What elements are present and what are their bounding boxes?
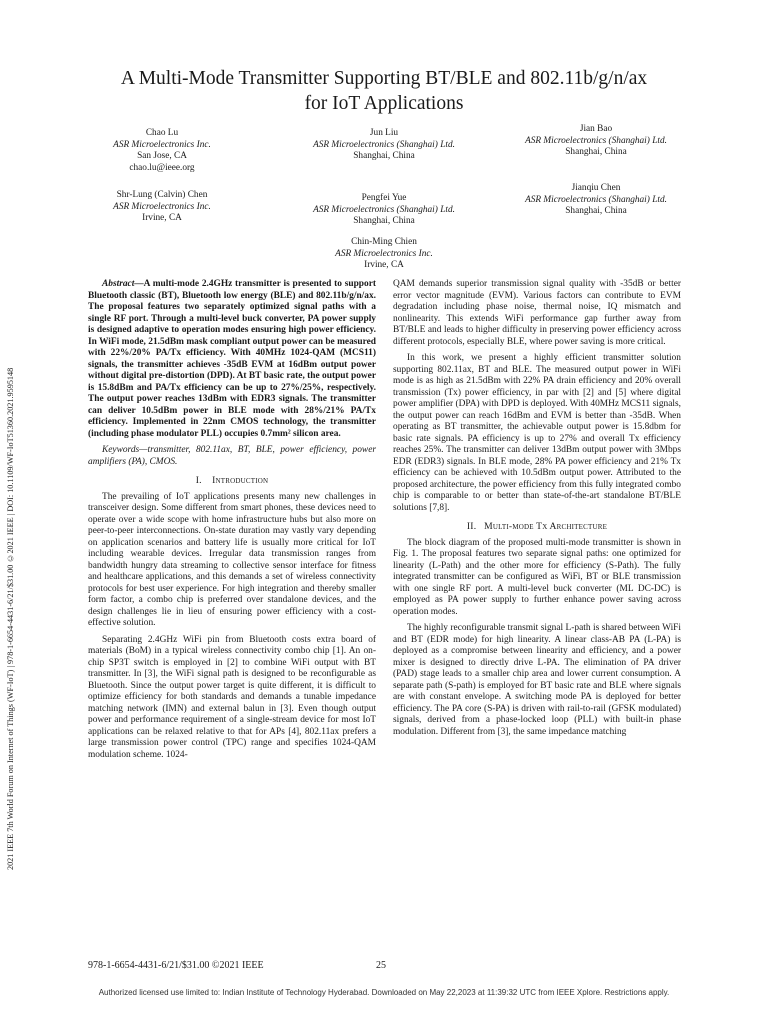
author-block [496,124,696,159]
side-citation-note: 2021 IEEE 7th World Forum on Internet of Things (WF-IoT) | 978-1-6654-4431-6/21/$31.00 ©2021 IEEE | DOI: 10.1109/WF-IoT51360.2021.9595148 [6,367,15,870]
body-paragraph: The block diagram of the proposed multi-mode transmitter is shown in Fig. 1. The proposal features two separate signal paths: one optimized for linearity (L-Path) and the other more for efficiency (S-Path). The fully integrated transmitter can be configured as WiFi, BT or BLE transmission with one single RF port. A multi-level buck converter (ML DC-DC) is employed as PA power supply to further enhance power saving across operation modes. [393,537,681,617]
author-affiliation: ASR Microelectronics (Shanghai) Ltd. [525,135,667,146]
copyright-footer: 978-1-6654-4431-6/21/$31.00 ©2021 IEEE [88,960,264,971]
author-name: Jian Bao [579,124,613,134]
body-paragraph: QAM demands superior transmission signal quality with -35dB or better error vector magnitude (EVM). Various factors can contribute to EVM degradation including phase noise, thermal noise, IQ mismatch and nonlinearity. This extends WiFi performance gap further away from BT/BLE and leads to higher difficulty in preserving power efficiency across different protocols, especially BLE, where power saving is more critical. [393,279,681,347]
author-block [62,190,262,225]
keywords [88,445,376,468]
body-paragraph: The prevailing of IoT applications presents many new challenges in transceiver design. Some different from smart phones, these devices need to operate over a wide scope with home infrastructure hubs but also more on peer-to-peer interconnections. On-state duration may vastly vary depending on application scenarios and battery life is usually more critical for IoT including wearable devices. Irregular data transmission ranges from bandwidth hungry data streaming to collective sensor interface for fitness and healthcare applications, and this demands a set of wireless connectivity protocols for best user experience. For high integration and thereby smaller form factor, a combo chip is preferred over standalone devices, and the design challenges lie in lieu of ensuring power efficiency with a cost-effective solution. [88,491,376,628]
section-title: Multi-mode Tx Architecture [484,521,608,532]
title-line-2: for IoT Applications [304,93,464,114]
author-name: Chao Lu [145,128,179,138]
section-title: Introduction [212,475,269,486]
keywords-text: —transmitter, 802.11ax, BT, BLE, power efficiency, power amplifiers (PA), CMOS. [88,445,376,467]
author-name: Jianqiu Chen [571,183,621,193]
author-name: Shr-Lung (Calvin) Chen [116,190,208,200]
author-block [496,183,696,218]
paper-title [40,66,728,116]
abstract-lead: Abstract [102,279,135,289]
author-location: Irvine, CA [142,213,182,223]
author-affiliation: ASR Microelectronics Inc. [335,248,433,259]
author-name: Pengfei Yue [361,193,407,203]
title-line-1: A Multi-Mode Transmitter Supporting BT/BLE and 802.11b/g/n/ax [120,68,648,89]
abstract-text: —A multi-mode 2.4GHz transmitter is presented to support Bluetooth classic (BT), Bluetooth low energy (BLE) and 802.11b/g/n/ax. The proposal features two separately optimized signal paths with a single RF port. Through a multi-level buck converter, PA power supply is designed adaptive to operation modes ensuring high power efficiency. In WiFi mode, 21.5dBm mask compliant output power can be measured with 22%/20% PA/Tx efficiency. With 40MHz 1024-QAM (MCS11) signals, the transmitter achieves -35dB EVM at 16dBm output power without digital pre-distortion (DPD). At BT basic rate, the output power is 15.8dBm and PA/Tx efficiency can be up to 27%/25%, respectively. The output power reaches 13dBm with EDR3 signals. The transmitter can deliver 10.5dBm power in BLE mode with 28%/21% PA/Tx efficiency. Implemented in 22nm CMOS technology, the transmitter (including phase modulator PLL) occupies 0.7mm² silicon area. [88,279,376,439]
body-paragraph: The highly reconfigurable transmit signal L-path is shared between WiFi and BT (EDR mode) for high linearity. A linear class-AB PA (L-PA) is deployed as a compromise between linearity and efficiency, and a power mixer is designed to directly drive L-PA. The elimination of PA driver (PAD) stage leads to a smaller chip area and lower current consumption. A separate path (S-path) is employed for BT basic rate and BLE where signals are with constant envelope. A switching mode PA is deployed for better efficiency. The PA core (S-PA) is driven with rail-to-rail (GFSK modulated) signals, derived from a phase-locked loop (PLL) with built-in phase modulation. Different from [3], the same impedance matching [393,623,681,737]
author-name: Chin-Ming Chien [351,237,417,247]
author-affiliation: ASR Microelectronics Inc. [113,139,211,150]
section-heading-architecture [393,521,681,533]
author-block [284,237,484,272]
left-column [88,279,376,766]
author-location: Shanghai, China [353,216,415,226]
author-email[interactable]: chao.lu@ieee.org [129,162,195,173]
page-number: 25 [376,960,386,971]
author-affiliation: ASR Microelectronics (Shanghai) Ltd. [525,194,667,205]
keywords-lead: Keywords [102,445,140,455]
author-block [284,193,484,228]
author-block [62,128,262,174]
author-affiliation: ASR Microelectronics (Shanghai) Ltd. [313,139,455,150]
author-location: Shanghai, China [565,206,627,216]
section-heading-introduction [88,475,376,487]
author-name: Jun Liu [369,128,399,138]
author-block [284,128,484,163]
author-affiliation: ASR Microelectronics (Shanghai) Ltd. [313,204,455,215]
section-number: I. [195,475,202,486]
abstract [88,279,376,440]
author-location: Shanghai, China [353,151,415,161]
body-paragraph: Separating 2.4GHz WiFi pin from Bluetooth costs extra board of materials (BoM) in a typical wireless connectivity combo chip [1]. An on-chip SP3T switch is employed in [2] to combine WiFi output with BT transmitter. In [3], the WiFi signal path is designed to be reconfigurable as Bluetooth. Since the output power target is quite different, it is difficult to optimize efficiency for both standards and demands a tunable impedance matching network (IMN) and external balun in [3]. Even though output power and performance requirement of a single-stream device for most IoT applications can be relaxed relative to that for APs [4], 802.11ax prefers a large transmission power control (TPC) range and specifies 1024-QAM modulation scheme. 1024- [88,634,376,760]
author-location: Shanghai, China [565,147,627,157]
section-number: II. [466,521,477,532]
right-column [393,279,681,743]
author-affiliation: ASR Microelectronics Inc. [113,201,211,212]
body-paragraph: In this work, we present a highly efficient transmitter solution supporting 802.11ax, BT and BLE. The measured output power in WiFi mode is as high as 21.5dBm with 22% PA drain efficiency and 20% overall transmission (Tx) power efficiency, in par with [2] and [5] where digital power amplifier (DPA) with DPD is deployed. With 40MHz MCS11 signals, the output power can reach 16dBm and EVM is better than -35dB. When operating as BT transmitter, the achievable output power is 15.8dbm for basic rate signals. PA efficiency is up to 27% and overall Tx efficiency reaches 25%. The transmitter can deliver 13dBm output power with 3Mbps EDR (EDR3) signals. In BLE mode, 28% PA power efficiency and 21% Tx efficiency can be achieved with 10.5dBm output power. Attributed to the proposed architecture, the power efficiency from this fully integrated combo chip is comparable to or better than state-of-the-art standalone BT/BLE solutions [7,8]. [393,353,681,513]
author-location: Irvine, CA [364,260,404,270]
license-notice: Authorized licensed use limited to: Indian Institute of Technology Hyderabad. Downloaded on May 22,2023 at 11:39:32 UTC from IEEE Xplore. Restrictions apply. [98,988,670,997]
author-location: San Jose, CA [137,151,187,161]
